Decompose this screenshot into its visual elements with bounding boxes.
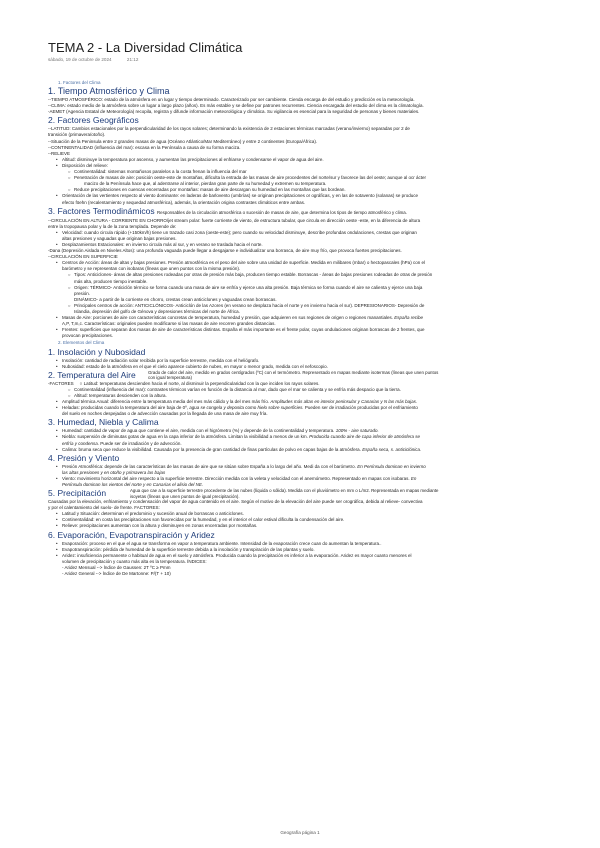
sub-bullet-continuation: DINÁMICO- a partir de la corriente en chorro, crestas crean anticiclones y vaguadas crean borrascas. (74, 296, 277, 302)
heading-side-note: Responsables de la circulación atmosférica o sucesión de masas de aire, que determina los tipos de tiempo atmosférico y clima. (156, 209, 407, 215)
bullet-item: • Disposición del relieve: (48, 163, 558, 169)
paragraph: Causadas por la elevación, enfriamiento y condensación del vapor de agua contenido en el aire. Según el motivo de la elevación del aire puede ser orográfica, debida al relieve- convectiva (48, 499, 423, 505)
paragraph: --CIRCULACIÓN EN ALTURA - CORRIENTE EN CHORRO/jet stream polar: fuerte corriente de viento, de estructura tubular, que circula en dirección oeste -este, en la diferencia de altura (48, 217, 421, 223)
text: Latitud: temperaturas descienden hacia el norte, al disminuir la perpendicularidad con la que inciden los rayos solares. (83, 380, 320, 386)
italic-text: Producida cuando aire de capa inferior de atmósfera se (309, 434, 420, 440)
paragraph: --LATITUD: Cambios estacionales por la perpendicularidad de los rayos solares; determinando la existencia de 2 estaciones térmicas marcadas (verano/invierno) separadas por 2 de (48, 126, 410, 132)
page-date (48, 57, 152, 62)
heading-text: 2. Temperatura del Aire (48, 369, 136, 380)
heading-precipitacion (48, 488, 558, 499)
bullet-item: • Continentalidad: en costa las precipitaciones son favorecidas por la humedad, y en el interior el calor estival dificulta la condensación del aire. (48, 517, 558, 523)
bullet-item (48, 464, 558, 470)
text: Puede ser de irradiación y de advección. (100, 440, 182, 446)
sub-bullet-item: ○ Tipos: Anticiclones- áreas de altas presiones rodeadas por otras de presión más baja, producen tiempo estable. Borrascas - áreas de bajas presiones rodeadas de otras de presión (48, 272, 558, 278)
paragraph: --RELIEVE (48, 150, 71, 156)
heading-tiempo-clima: 1. Tiempo Atmosférico y Clima (48, 86, 170, 97)
text: Niebla: suspensión de diminutas gotas de agua en la capa inferior de la atmósfera. Limitan la visibilidad a menos de un km. (62, 434, 308, 440)
heading-factores-geograficos: 2. Factores Geográficos (48, 115, 139, 126)
time-text: 21:12 (126, 57, 139, 62)
paragraph: y por el calentamiento del suelo- de frente. FACTORES: (48, 505, 160, 511)
bullet-item: • Frentes: superficies que separan dos masas de aire de características distintas. España el más importante es el frente polar, cuyas ondulaciones originan borrascas de 2 frentes, que (48, 327, 558, 333)
sub-bullet-item: ○ Reduce precipitaciones en cuencas encerradas por montañas: masas de aire descargan su humedad en las montañas que las bordean. (48, 187, 558, 193)
sub-bullet-item: ○ Penetración de masas de aire: posición oeste-este de montañas, dificulta la entrada de las masas de aire procedentes del norte/sur y favorece las del oeste; aunque al ocr ácter (48, 175, 558, 181)
bullet-item: • Centros de Acción: áreas de altas y bajas presiones. Presión atmosférica es el peso del aire sobre una unidad de superficie. Medida en milibares (mbar) o hectopascales (hPa) con el (48, 260, 558, 266)
bullet-item: • Orientación de las vertientes respecto al viento dominante: en laderas de barlovento (umbrías) se originan precipitaciones or ográficas, y en las de sotavento (solanas) se produce (48, 193, 558, 199)
index-formula: - Aridez Mensual --> Índice de Gaussen: 2T ºC ≥ Pmm (62, 564, 171, 570)
sub-bullet-item: ○ Continentalidad (influencia del mar): contrastes térmicos varían en función de la distancia al mar, dado que el mar se calienta y se enfría más despacio que la tierra. (48, 387, 558, 393)
paragraph: --Situación de la Peninsula entre 2 grandes masas de agua (Océano Atlántico/Mar Mediterráneo) y entre 2 continentes (Europa/África). (48, 138, 318, 144)
bullet-continuation: del suelo en noches despejadas o de advección causadas por la llegada de una masa de aire muy fría. (62, 411, 268, 417)
paragraph: entre la tropopausa polar y la de la zona templada. Depende de: (48, 223, 177, 229)
bullet-item (48, 476, 558, 482)
heading-side-note (130, 488, 558, 499)
bullet-item: • Nubosidad: estado de la atmósfera en el que el cielo aparece cubierto de nubes, en mayor o menor grado, medida con el nefoscopio. (48, 364, 558, 370)
bullet-item: • Aridez: insuficiencia permanente o habitual de agua en el suelo y atmósfera. Producida cuando la precipitación es inferior a la evaporación. Aridez es mayor cuanto menores el (48, 553, 558, 559)
bullet-continuation: Península dominan los vientos del norte y en Canarias el alisio del NE. (62, 481, 204, 487)
italic-text: agua se congela y deposita como hielo sobre superficies. (189, 405, 304, 411)
sub-bullet-continuation: presión. (74, 290, 91, 296)
bullet-continuation: provocan precipitaciones. (62, 333, 114, 339)
text: Calima: bruma seca que reduce la visibilidad. Causada por la presencia de gran cantidad de finas partículas de polvo en capas bajas de la atmósfera. (62, 446, 361, 452)
bullet-continuation: volumen de precipitación y cuanto más alta es la temperatura. ÍNDICES: (62, 558, 207, 564)
bullet-item: • Relieve: precipitaciones aumentan con la altura y disminuyen en zonas encerradas por montañas. (48, 523, 558, 529)
paragraph: --CLIMA: estado medio de la atmósfera sobre un lugar a largo plazo (años). Es más estable y se define por patrones recurrentes. Ciencia encargada del estudio del clima es la climatología. (48, 103, 424, 109)
bullet-item (48, 405, 558, 411)
italic-text: España recibe (394, 315, 423, 321)
label: -FACTORES (48, 380, 74, 386)
bullet-item: • Insolación: cantidad de radiación solar recibida por la superficie terrestre, medida con el heliógrafo. (48, 358, 558, 364)
text: Agua que cae a la superficie terrestre procedente de las nubes (líquida o sólida). Medida con el pluviómetro en mm o L/m2. Representada en mapas mediante (130, 488, 439, 494)
paragraph: transición (primavera/otoño). (48, 132, 106, 138)
text: con igual temperatura) (148, 375, 192, 381)
heading-evaporacion: 6. Evaporación, Evapotranspiración y Aridez (48, 529, 215, 540)
bullet-item: • Velocidad: cuando circula rápido (+150km/h) tiene un trazado casi zona (oeste-este); pero cuando su velocidad disminuye, describe profundas ondulaciones, crestas que originan (48, 230, 558, 236)
paragraph: --CONTINENTALIDAD (influencia del mar): escasa en la Península a causa de su forma maciza. (48, 144, 241, 150)
paragraph: --TIEMPO ATMOSFÉRICO: estado de la atmósfera en un lugar y tiempo determinado. Caracterizado por ser cambiente. Cienda encarga de del estudio y predicción es la meteorología. (48, 97, 415, 103)
date-text: sábado, 19 de octubre de 2024 (48, 57, 112, 62)
italic-text: 100% - aire saturado. (335, 428, 379, 434)
paragraph: -Dana (Depresión Aislada en Niveles Altos): una profunda vaguada puede llegar a desgajarse e individualizar una borrasca, de aire muy frío, que provoca fuertes precipitaciones. (48, 248, 402, 254)
toc-item-1[interactable]: 1. Factores del Clima (58, 80, 101, 85)
heading-side-note (148, 370, 558, 381)
heading-temperatura (48, 370, 558, 381)
sub-bullet-continuation: macizo de la Península hace que, al adentrarse al interior, pierdan gran parte de su humedad y extremen su temperatura. (84, 181, 327, 187)
index-formula: - Aridez General --> Índice de De Martonne: P/(T + 10) (62, 571, 171, 576)
toc-item-2[interactable]: 2. Elementos del Clima (58, 340, 105, 346)
bullet-item (48, 315, 558, 321)
sub-bullet-continuation: Islandia, depresión del golfo de Génova y depresiones térmicas del norte de África. (74, 309, 240, 314)
bullet-item: • Evapotranspiración: pérdida de humedad de la superficie terrestre debida a la insolación y transpiración de las plantas y suelo. (48, 547, 558, 553)
bullet-item: • Altitud: disminuye la temperatura por ascenso, y aumentan las precipitaciones al enfriarse y condensarse el vapor de agua del aire. (48, 157, 558, 163)
italic-text: España seca, s. anticiclónica. (362, 446, 422, 452)
bullet-continuation: barómetro y se representan con isobaras (líneas que unen puntos con la misma presión). (62, 266, 241, 272)
heading-humedad: 3. Humedad, Niebla y Calima (48, 417, 159, 428)
italic-text: En (410, 475, 417, 481)
bullet-item: • Latitud y Situación: determinan el predominio y sucesión anual de borrascas o anticiclones. (48, 511, 558, 517)
text: Amplitud térmica Anual: diferencia entre la temperatura media del mes más cálido y la del mes más frío. (62, 399, 270, 405)
page-footer: Geografía página 1 (280, 830, 320, 835)
bullet-continuation: A,P, T,m,c. Características: originales pueden modificarse si las masas de aire recorren grandes distancias. (62, 321, 276, 327)
heading-text: 3. Factores Termodinámicos (48, 205, 155, 216)
italic-text: Amplitudes más altas en interior peninsular y Canarias y N las más bajas. (270, 399, 418, 405)
bullet-item: • Desplazamientos Estacionales: en invierno circula más al sur, y en verano se traslada hacia el norte. (48, 242, 558, 248)
bullet-continuation: efecto föehn (recalentamiento y sequedad atmosférica), además, la orientación origina contrastes climáticos entre ambas. (62, 199, 306, 205)
sub-bullet-item: ○ Altitud: temperaturas descienden con la altura. (48, 393, 558, 399)
heading-presion: 4. Presión y Viento (48, 452, 120, 463)
text: Pueden ser de irradiación producidas por el enfriamiento (304, 405, 418, 411)
heading-factores-termodinamicos (48, 206, 558, 218)
sub-bullet-item: ○ Principales centros de acción: ANTICICLÓNICOS- Anticiclón de las Azores (en verano se desplaza hacia el norte y en invierno hacia el sur). DEPRESIONARIOS- Depresión de (48, 303, 558, 309)
bullet-item: • Evaporación: proceso en el que el agua se transforma en vapor a temperatura ambiente. Intensidad de la evaporación crece cuan do aumentan la temperatura.. (48, 541, 558, 547)
factores-row: -FACTORES ○ Latitud: temperaturas descienden hacia el norte, al disminuir la perpendicularidad con la que inciden los rayos solares. (48, 380, 320, 386)
paragraph: -AEMET (Agencia Estatal de Meteorología) recopila, registra y difunde información meteorológica y climática. Su vigilancia es esencial para la seguridad de personas y bienes materiales. (48, 109, 420, 115)
bullet-item (48, 447, 558, 453)
italic-text: En Península dominan en invierno (357, 463, 426, 469)
text: Viento: movimiento horizontal del aire respecto a la superficie terrestre. Dirección medida con la veleta y velocidad con el anemómetro. Representado en mapas con isobaras. (62, 475, 410, 481)
italic-text: enfría y condensa. (62, 440, 100, 446)
paragraph: --CIRCULACIÓN EN SUPERFICIE (48, 254, 118, 260)
page-title: TEMA 2 - La Diversidad Climática (48, 40, 243, 55)
text: Grado de calor del aire, medido en grados centígrados (ºC) con el termómetro. Representado en mapas mediante isotermas (líneas que unen puntos (148, 369, 439, 375)
text: Presión Atmosférica: depende de las características de las masas de aire que se sitúan sobre España a lo largo del año. Medi da con el barómetro. (62, 463, 356, 469)
sub-bullet-item: ○ Origen: TÉRMICO- Anticiclón térmico se forma cuando una masa de aire se enfría y ejerce una alta presión. Baja térmica se forma cuando el aire se calienta y ejerce una baja (48, 285, 558, 291)
bullet-continuation: altas presiones y vaguadas que originan bajas presiones. (62, 235, 177, 241)
text: Heladas: producidas cuando la temperatura del aire baja de 0º, (62, 405, 188, 411)
text: Humedad: cantidad de vapor de agua que contiene el aire, medida con el higrómetro (%) y depende de la continentalidad y temperatura. (62, 428, 335, 434)
text: isoyetas (líneas que unen puntos de igual precipitación). (130, 493, 240, 499)
sub-bullet-continuation: más alta, producen tiempo inestable. (74, 278, 148, 284)
text: Masas de Aire: porciones de aire con características concretas de temperatura, humedad y presión, que adquieren en sus regiones de origen o regiones manantiales. (62, 315, 393, 321)
sub-bullet-item: ○ Continentalidad: sistemas montañosos paralelos a la costa frenan la influencia del mar (48, 169, 558, 175)
heading-text: 5. Precipitación (48, 488, 107, 499)
bullet-item (48, 434, 558, 440)
bullet-continuation: las altas presiones y en otoño y primavera las bajas (62, 469, 166, 475)
heading-insolacion: 1. Insolación y Nubosidad (48, 346, 146, 357)
document-content (48, 80, 558, 577)
